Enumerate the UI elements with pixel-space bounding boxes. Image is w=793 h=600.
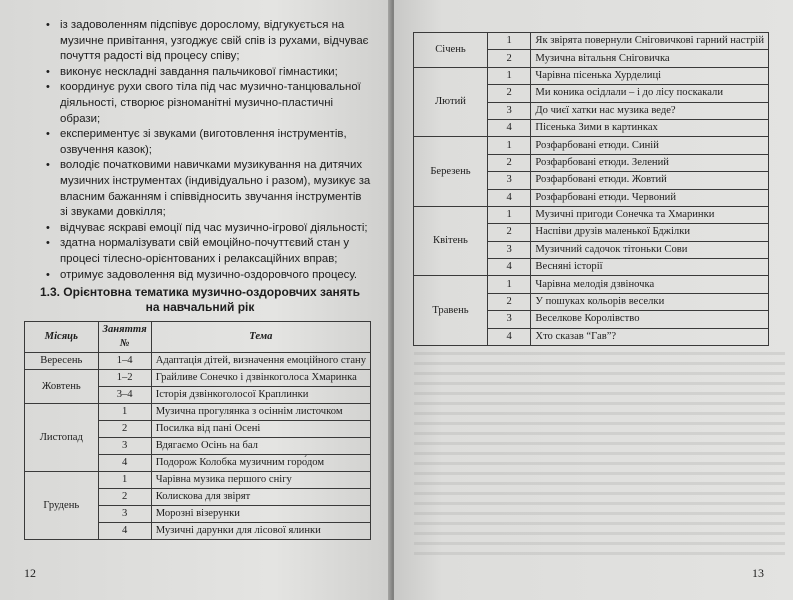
lesson-number-cell: 4 bbox=[487, 259, 530, 276]
bullet-icon: • bbox=[46, 159, 50, 172]
topic-cell: Весняні історії bbox=[531, 259, 769, 276]
topic-cell: Музичний садочок тітоньки Сови bbox=[531, 241, 769, 258]
list-item: • володіє початковими навичками музикування на дитячих музичних інструментах (індивідуально і разом), музикує за власним бажанням і співвідносить звучання інструментів зі звуками довкілля; bbox=[46, 159, 371, 219]
topic-cell: Ми коника осідлали – і до лісу поскакали bbox=[531, 85, 769, 102]
lesson-number-cell: 4 bbox=[98, 455, 151, 472]
table-row bbox=[414, 137, 769, 154]
month-cell: Лютий bbox=[414, 67, 488, 137]
month-cell: Листопад bbox=[25, 404, 99, 472]
lesson-number-cell: 2 bbox=[487, 224, 530, 241]
table-row bbox=[25, 370, 371, 387]
lesson-number-cell: 1–2 bbox=[98, 370, 151, 387]
show-through-text bbox=[414, 345, 785, 555]
section-title-line-2: на навчальний рік bbox=[145, 300, 255, 314]
left-page bbox=[0, 0, 392, 600]
topic-cell: Грайливе Сонечко і дзвінкоголоса Хмаринка bbox=[151, 370, 370, 387]
topic-cell: Розфарбовані етюди. Зелений bbox=[531, 154, 769, 171]
lesson-number-cell: 4 bbox=[487, 328, 530, 345]
bullet-icon: • bbox=[46, 268, 50, 281]
topic-cell: Адаптація дітей, визначення емоційного стану bbox=[151, 353, 370, 370]
bullet-icon: • bbox=[46, 81, 50, 94]
topic-cell: Музичні дарунки для лісової ялинки bbox=[151, 523, 370, 540]
table-row bbox=[414, 67, 769, 84]
right-page bbox=[394, 0, 793, 600]
table-row bbox=[25, 404, 371, 421]
lesson-number-cell: 1 bbox=[487, 206, 530, 223]
lesson-number-cell: 3–4 bbox=[98, 387, 151, 404]
list-item: • координує рухи свого тіла під час музично-танцювальної діяльності, створює різноманітні музично-пластичні образи; bbox=[46, 81, 361, 125]
lesson-number-cell: 4 bbox=[487, 119, 530, 136]
lesson-number-cell: 1 bbox=[487, 67, 530, 84]
month-cell: Квітень bbox=[414, 206, 488, 276]
lesson-number-cell: 2 bbox=[487, 50, 530, 67]
topic-cell: Веселкове Королівство bbox=[531, 311, 769, 328]
lesson-number-cell: 1–4 bbox=[98, 353, 151, 370]
table-row bbox=[25, 472, 371, 489]
page-number-right: 13 bbox=[752, 566, 764, 580]
lesson-number-cell: 2 bbox=[487, 85, 530, 102]
topic-cell: До чиєї хатки нас музика веде? bbox=[531, 102, 769, 119]
topic-cell: Розфарбовані етюди. Синій bbox=[531, 137, 769, 154]
topic-cell: Хто сказав “Гав”? bbox=[531, 328, 769, 345]
table-row bbox=[414, 206, 769, 223]
header-lesson-number: Заняття № bbox=[98, 322, 151, 353]
schedule-table-right bbox=[413, 32, 769, 346]
lesson-number-cell: 1 bbox=[98, 472, 151, 489]
lesson-number-cell: 3 bbox=[487, 102, 530, 119]
table-row bbox=[414, 276, 769, 293]
list-item: • отримує задоволення від музично-оздоровчого процесу. bbox=[46, 268, 372, 284]
list-item: • здатна нормалізувати свій емоційно-почуттєвий стан у процесі тілесно-орієнтованих і релаксаційних вправ; bbox=[46, 237, 350, 265]
lesson-number-cell: 3 bbox=[98, 438, 151, 455]
lesson-number-cell: 2 bbox=[98, 489, 151, 506]
topic-cell: Пісенька Зими в картинках bbox=[531, 119, 769, 136]
table-header-row bbox=[25, 322, 371, 353]
topic-cell: Музичні пригоди Сонечка та Хмаринки bbox=[531, 206, 769, 223]
header-month: Місяць bbox=[25, 322, 99, 353]
lesson-number-cell: 2 bbox=[487, 154, 530, 171]
month-cell: Травень bbox=[414, 276, 488, 346]
bullet-icon: • bbox=[46, 65, 50, 78]
topic-cell: У пошуках кольорів веселки bbox=[531, 293, 769, 310]
bullet-icon: • bbox=[46, 19, 50, 31]
bullet-icon: • bbox=[46, 128, 50, 141]
lesson-number-cell: 3 bbox=[487, 311, 530, 328]
list-item: • відчуває яскраві емоції під час музично-ігрової діяльності; bbox=[46, 221, 372, 237]
month-cell: Жовтень bbox=[25, 370, 99, 404]
topic-cell: Морозні візерунки bbox=[151, 506, 370, 523]
bullet-icon: • bbox=[46, 237, 50, 250]
topic-cell: Чарівна музика першого снігу bbox=[151, 472, 370, 489]
topic-cell: Розфарбовані етюди. Червоний bbox=[531, 189, 769, 206]
lesson-number-cell: 4 bbox=[487, 189, 530, 206]
topic-cell: Чарівна мелодія дзвіночка bbox=[531, 276, 769, 293]
lesson-number-cell: 1 bbox=[487, 276, 530, 293]
bullet-icon: • bbox=[46, 221, 50, 234]
topic-cell: Наспіви друзів маленької Бджілки bbox=[531, 224, 769, 241]
month-cell: Березень bbox=[414, 137, 488, 207]
month-cell: Січень bbox=[414, 33, 488, 68]
lesson-number-cell: 1 bbox=[98, 404, 151, 421]
month-cell: Вересень bbox=[25, 353, 99, 370]
list-item: • із задоволенням підспівує дорослому, відгукується на музичне привітання, узгоджує свій спів із рухами, відчуває почуття радості від процесу співу; bbox=[46, 19, 369, 63]
topic-cell: Вдягаємо Осінь на бал bbox=[151, 438, 370, 455]
table-row bbox=[25, 353, 371, 370]
topic-cell: Розфарбовані етюди. Жовтий bbox=[531, 172, 769, 189]
month-cell: Грудень bbox=[25, 472, 99, 540]
lesson-number-cell: 2 bbox=[98, 421, 151, 438]
topic-cell: Колискова для звірят bbox=[151, 489, 370, 506]
list-item: • виконує нескладні завдання пальчикової гімнастики; bbox=[46, 65, 372, 81]
list-item: • експериментує зі звуками (виготовлення інструментів, озвучення казок); bbox=[46, 128, 347, 156]
page-number-left: 12 bbox=[24, 566, 36, 580]
section-title-line-1: 1.3. Орієнтовна тематика музично-оздоровчих занять bbox=[39, 285, 361, 299]
lesson-number-cell: 4 bbox=[98, 523, 151, 540]
topic-cell: Музична вітальня Сніговичка bbox=[531, 50, 769, 67]
lesson-number-cell: 1 bbox=[487, 33, 530, 50]
header-topic: Тема bbox=[151, 322, 370, 353]
lesson-number-cell: 1 bbox=[487, 137, 530, 154]
table-row bbox=[414, 33, 769, 50]
schedule-table-left bbox=[24, 321, 371, 540]
lesson-number-cell: 3 bbox=[487, 172, 530, 189]
topic-cell: Історія дзвінкоголосої Краплинки bbox=[151, 387, 370, 404]
topic-cell: Подорож Колобка музичним горо́дом bbox=[151, 455, 370, 472]
lesson-number-cell: 3 bbox=[98, 506, 151, 523]
topic-cell: Музична прогулянка з осіннім листочком bbox=[151, 404, 370, 421]
section-title bbox=[30, 285, 370, 315]
outcome-list bbox=[46, 18, 372, 283]
lesson-number-cell: 3 bbox=[487, 241, 530, 258]
topic-cell: Як звірята повернули Сніговичкові гарний настрій bbox=[531, 33, 769, 50]
topic-cell: Чарівна пісенька Хурделиці bbox=[531, 67, 769, 84]
lesson-number-cell: 2 bbox=[487, 293, 530, 310]
topic-cell: Посилка від пані Осені bbox=[151, 421, 370, 438]
